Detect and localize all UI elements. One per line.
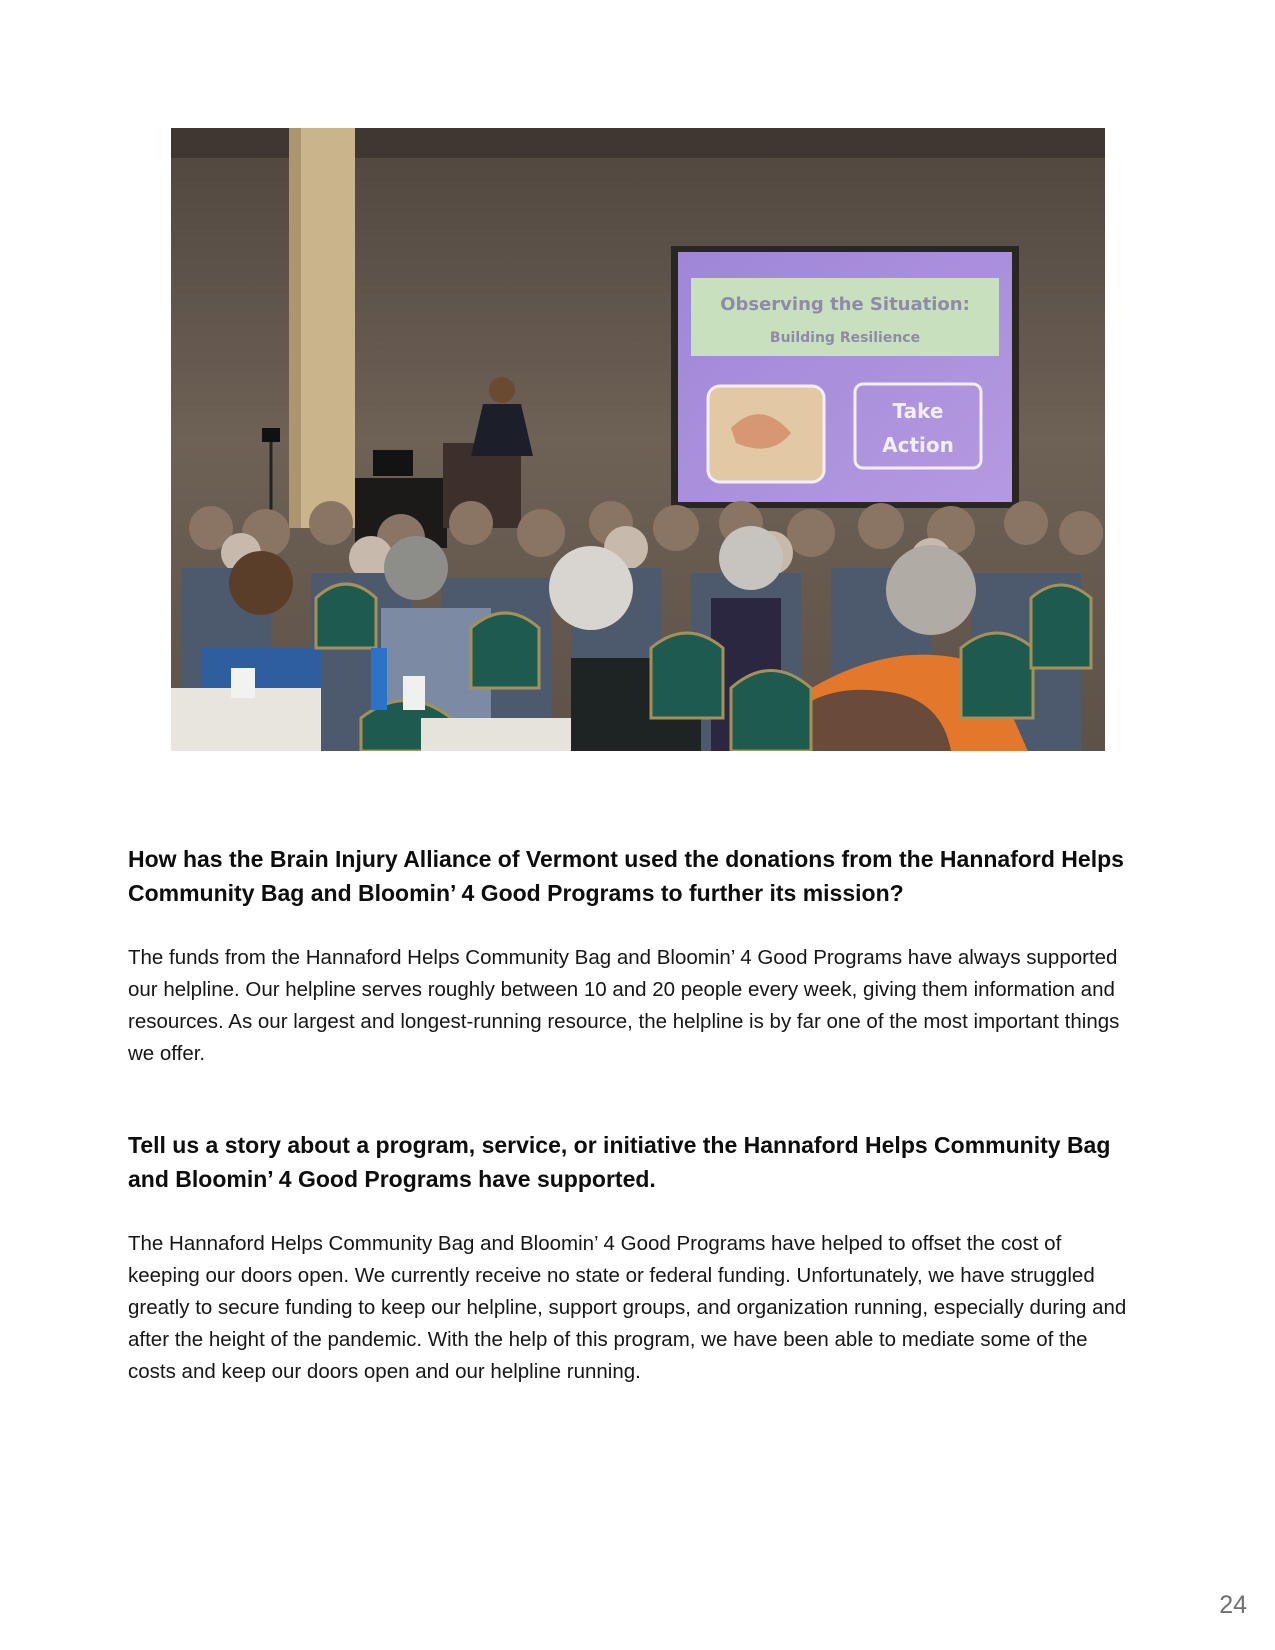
slide-title: Observing the Situation: <box>720 294 970 315</box>
page-number: 24 <box>1219 1591 1247 1619</box>
conference-photo <box>171 128 1105 751</box>
slide-subtitle: Building Resilience <box>769 330 921 346</box>
water-bottle-icon <box>371 648 387 710</box>
speaker <box>489 377 515 403</box>
svg-text:Take: Take <box>892 399 944 423</box>
section-heading-donations-use: How has the Brain Injury Alliance of Vermont used the donations from the Hannaford Helps Community Bag and Bloomin’ 4 Good Programs to further its mission? <box>128 846 1124 906</box>
section-body-program-story: The Hannaford Helps Community Bag and Bloomin’ 4 Good Programs have helped to offset the cost of keeping our doors open. We currently receive no state or federal funding. Unfortunately, we have struggled greatly to secure funding to keep our helpline, support groups, and organization running, especially during and after the height of the pandemic. With the help of this program, we have been able to mediate some of the costs and keep our doors open and our helpline running. <box>128 1232 1127 1383</box>
conference-photo-icon <box>171 128 1105 751</box>
section-heading-program-story: Tell us a story about a program, service, or initiative the Hannaford Helps Community Bag and Bloomin’ 4 Good Programs have supported. <box>128 1132 1111 1192</box>
section-body-donations-use: The funds from the Hannaford Helps Community Bag and Bloomin’ 4 Good Programs have always supported our helpline. Our helpline serves roughly between 10 and 20 people every week, giving them information and resources. As our largest and longest-running resource, the helpline is by far one of the most important things we offer. <box>128 946 1120 1065</box>
svg-text:Action: Action <box>882 433 954 457</box>
